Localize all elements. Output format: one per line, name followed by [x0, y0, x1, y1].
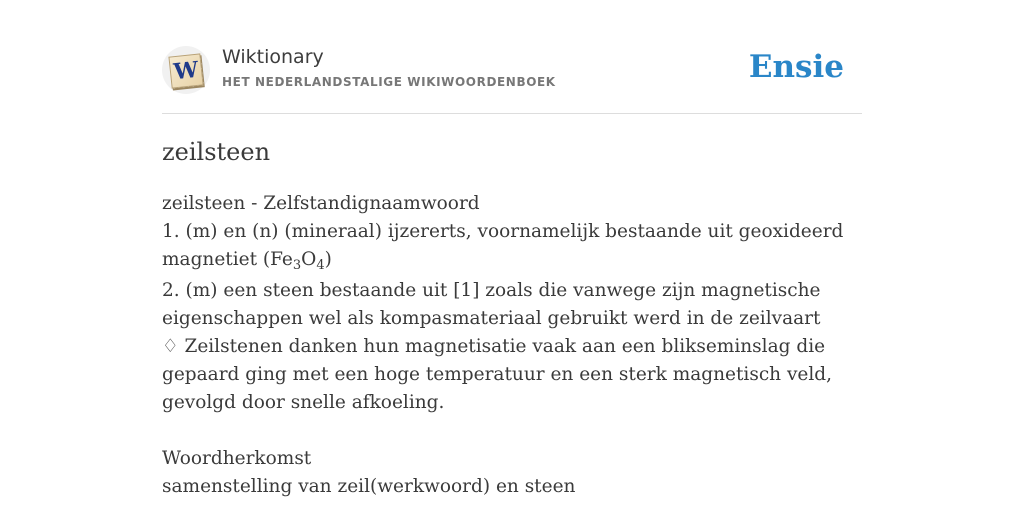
etymology-heading: Woordherkomst [162, 448, 312, 469]
formula-subscript-4: 4 [316, 258, 325, 273]
example-sentence: ♢ Zeilstenen danken hun magnetisatie vaak aan een blikseminslag die gepaard ging met een hoge temperatuur en een sterk magnetisch veld, gevolgd door snelle afkoeling. [162, 336, 833, 413]
entry-heading: zeilsteen - Zelfstandignaamwoord [162, 193, 480, 214]
definition-1-end: ) [324, 249, 332, 270]
logo-letter: W [172, 56, 200, 86]
header [162, 46, 862, 96]
spacer [162, 417, 862, 445]
page-title: zeilsteen [162, 138, 271, 166]
definition-2: 2. (m) een steen bestaande uit [1] zoals die vanwege zijn magnetische eigenschappen wel als kompasmateriaal gebruikt werd in de zeilvaart [162, 280, 821, 329]
definition-1-text: 1. (m) en (n) (mineraal) ijzererts, voornamelijk bestaande uit geoxideerd magnetiet (Fe [162, 221, 844, 270]
wiktionary-logo-icon[interactable] [162, 46, 210, 94]
formula-oxygen: O [301, 249, 317, 270]
etymology-text: samenstelling van zeil(werkwoord) en steen [162, 476, 576, 497]
definition-1 [162, 218, 862, 274]
entry-content [162, 190, 862, 501]
formula-subscript-3: 3 [292, 258, 302, 273]
logo-tile [168, 53, 203, 88]
site-subtitle: HET NEDERLANDSTALIGE WIKIWOORDENBOEK [222, 75, 556, 89]
ensie-brand-link[interactable]: Ensie [748, 49, 844, 85]
site-title[interactable]: Wiktionary [222, 46, 324, 68]
header-divider [162, 113, 862, 114]
